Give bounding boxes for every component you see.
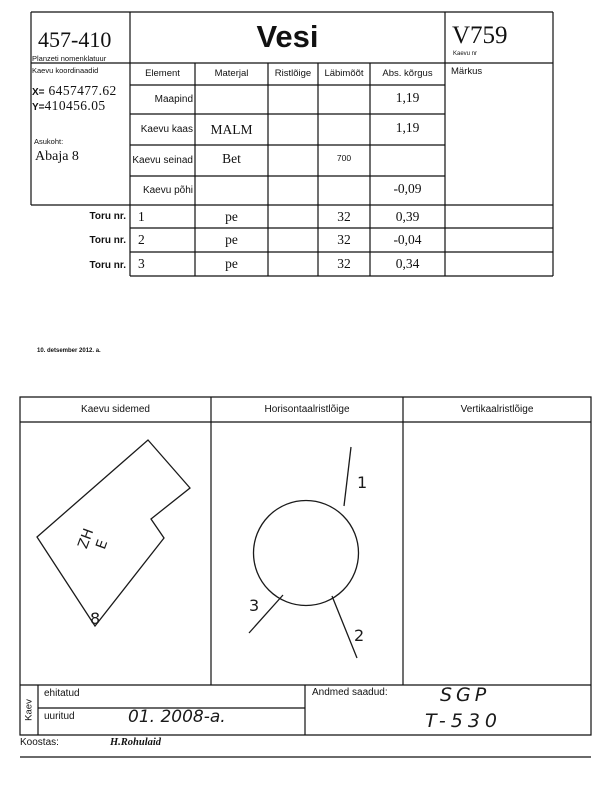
row-element: Kaevu põhi (142, 184, 193, 196)
horizontal-section-header: Horisontaalristlõige (264, 404, 350, 415)
y-coordinate-label: Y= (32, 102, 45, 113)
table-row (130, 114, 445, 145)
pipe-row-label: Toru nr. (89, 260, 126, 271)
x-coordinate-label: X= (32, 87, 45, 98)
row-diameter (318, 114, 370, 145)
compiled-by-value: H.Rohulaid (110, 737, 162, 748)
pipe-3-label: 3 (249, 596, 260, 615)
pipe-row-label: Toru nr. (89, 235, 126, 246)
row-diameter (318, 85, 370, 114)
column-header-cross-section: Ristlõige (274, 68, 312, 80)
pipe-row (130, 205, 445, 228)
row-abs-height: 1,19 (395, 119, 420, 135)
column-header-abs-height: Abs. kõrgus (382, 68, 433, 80)
table-header-row (130, 63, 445, 85)
row-element: Kaevu kaas (140, 123, 193, 135)
pipe-row (130, 252, 445, 276)
coordinates-label: Kaevu koordinaadid (32, 66, 99, 75)
column-header-element: Element (145, 68, 180, 80)
row-material: Bet (222, 150, 241, 166)
x-coordinate-value: 6457477.62 (48, 83, 117, 98)
nomenclature-number: 457-410 (38, 27, 112, 52)
vertical-section-header: Vertikaalristlõige (460, 404, 534, 415)
pipe-number: 1 (138, 208, 145, 224)
pipe-abs-height: 0,34 (395, 256, 420, 272)
pipe-number: 3 (138, 256, 145, 272)
connections-header: Kaevu sidemed (81, 404, 150, 415)
location-label: Asukoht: (34, 137, 64, 146)
pipe-material: pe (225, 208, 238, 224)
pipe-cross-section (268, 228, 318, 252)
x-coordinate (32, 83, 117, 99)
data-source-value-2: T-530 (425, 710, 503, 732)
pipe-abs-height: 0,39 (395, 208, 420, 224)
row-cross-section (268, 145, 318, 176)
pipe-diameter: 32 (337, 256, 351, 272)
well-status-label: Kaev (23, 699, 35, 721)
pipe-row (130, 228, 445, 252)
surveyed-label: uuritud (44, 711, 75, 722)
house-number-label: 8 (90, 609, 101, 628)
surveyed-value: 01. 2008-a. (128, 707, 226, 727)
row-abs-height: 1,19 (395, 89, 420, 105)
built-label: ehitatud (44, 688, 80, 699)
table-row (130, 145, 445, 176)
well-number: V759 (452, 22, 508, 49)
pipe-diameter: 32 (337, 232, 351, 248)
column-header-diameter: Läbimõõt (324, 68, 364, 80)
row-material (195, 176, 268, 205)
nomenclature-label: Planzeti nomenklatuur (32, 54, 107, 63)
row-material (195, 85, 268, 114)
row-cross-section (268, 114, 318, 145)
row-abs-height: -0,09 (393, 180, 422, 196)
row-element: Kaevu seinad (132, 154, 193, 166)
pipe-abs-height: -0,04 (393, 232, 422, 248)
data-source-value-1: SGP (440, 684, 491, 706)
remarks-label: Märkus (451, 66, 483, 77)
building-label: ZH (75, 526, 98, 551)
y-coordinate (32, 98, 106, 114)
pipe-cross-section (268, 205, 318, 228)
pipe-cross-section (268, 252, 318, 276)
data-source-label: Andmed saadud: (312, 687, 388, 698)
well-number-label: Kaevu nr (453, 51, 478, 57)
row-diameter (318, 176, 370, 205)
bottom-form-grid (20, 397, 591, 757)
card-title: Vesi (256, 19, 319, 54)
building-outline (37, 440, 190, 626)
location-value: Abaja 8 (35, 149, 79, 164)
pipe-1-line (344, 447, 351, 506)
row-element: Maapind (154, 93, 193, 105)
pipe-number: 2 (138, 232, 145, 248)
pipe-material: pe (225, 232, 238, 248)
row-diameter: 700 (336, 153, 352, 164)
y-coordinate-value: 410456.05 (44, 98, 106, 113)
pipe-material: pe (225, 256, 238, 272)
pipe-1-label: 1 (357, 473, 368, 492)
pipe-diameter: 32 (337, 208, 351, 224)
building-sub-label: E (93, 537, 112, 552)
row-cross-section (268, 176, 318, 205)
pipe-row-label: Toru nr. (89, 211, 126, 222)
compiled-by-label: Koostas: (20, 737, 59, 748)
table-row (130, 85, 445, 114)
row-abs-height (370, 145, 445, 176)
row-material: MALM (210, 121, 253, 137)
well-circle (254, 501, 359, 606)
pipe-2-label: 2 (354, 626, 365, 645)
date-note: 10. detsember 2012. a. (37, 348, 101, 354)
column-header-material: Materjal (214, 68, 249, 80)
table-row (130, 176, 445, 205)
row-cross-section (268, 85, 318, 114)
